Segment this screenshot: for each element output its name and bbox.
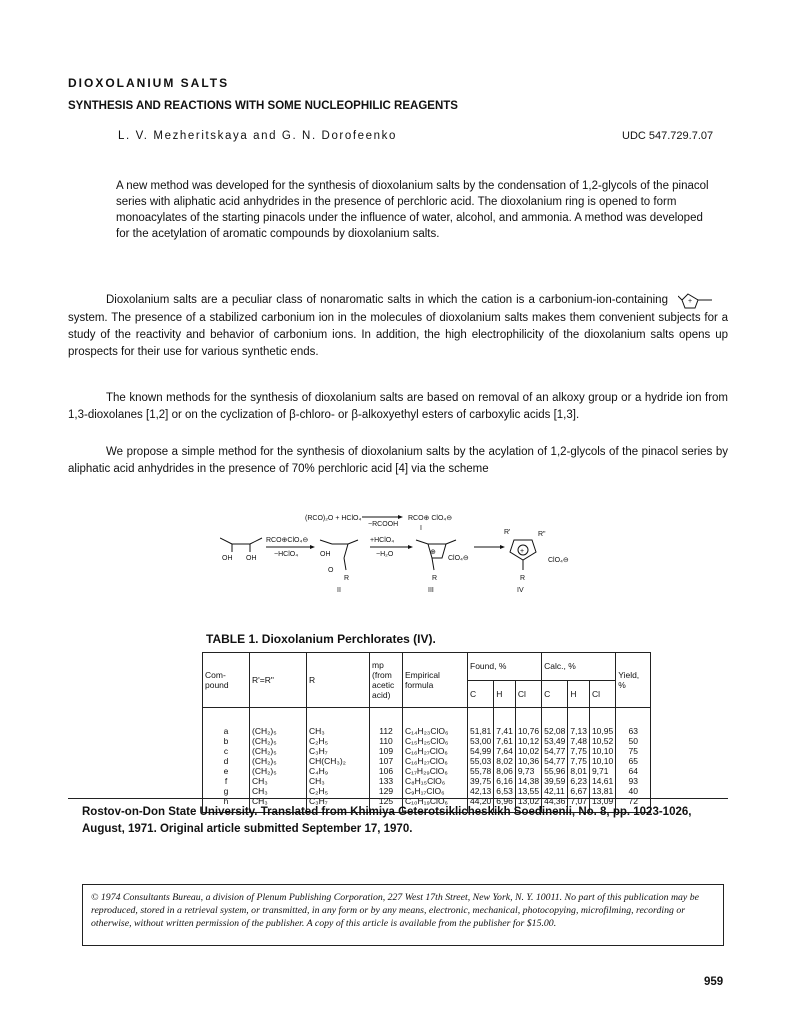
cell-id: c	[203, 746, 250, 756]
cell-rp: (CH₂)₅	[250, 746, 307, 756]
cell-r: C₃H₇	[307, 796, 370, 813]
scheme-label-iv: IV	[517, 587, 524, 594]
cell-ch: 7,75	[568, 756, 590, 766]
svg-text:OH: OH	[246, 555, 257, 562]
svg-text:+: +	[688, 298, 693, 305]
th-yield: Yield, %	[616, 653, 651, 708]
cell-mp: 110	[370, 736, 403, 746]
cell-cc: 54,77	[542, 756, 568, 766]
th-found-h: H	[494, 680, 516, 708]
cell-rp: (CH₂)₅	[250, 756, 307, 766]
table-row	[203, 766, 651, 776]
cell-fc: 39,75	[468, 776, 494, 786]
cell-formula: C₉H₁₇ClO₆	[403, 786, 468, 796]
cell-id: d	[203, 756, 250, 766]
cell-ccl: 10,10	[589, 756, 615, 766]
cell-cc: 52,08	[542, 708, 568, 737]
cell-fh: 6,96	[494, 796, 516, 813]
cell-yield: 93	[616, 776, 651, 786]
svg-text:OH: OH	[320, 551, 331, 558]
cell-fh: 8,06	[494, 766, 516, 776]
cell-fcl: 10,76	[515, 708, 541, 737]
svg-text:R': R'	[504, 529, 511, 536]
th-calc-cl: Cl	[589, 680, 615, 708]
cell-ch: 7,07	[568, 796, 590, 813]
cell-formula: C₁₀H₁₉ClO₆	[403, 796, 468, 813]
cell-fcl: 10,12	[515, 736, 541, 746]
th-mp: mp (from acetic acid)	[370, 653, 403, 708]
cell-yield: 75	[616, 746, 651, 756]
cell-r: C₃H₇	[307, 746, 370, 756]
cell-ccl: 13,09	[589, 796, 615, 813]
cell-formula: C₁₅H₂₅ClO₆	[403, 736, 468, 746]
cell-fcl: 10,36	[515, 756, 541, 766]
th-calc: Calc., %	[542, 653, 616, 681]
table-caption: TABLE 1. Dioxolanium Perchlorates (IV).	[206, 632, 436, 646]
paragraph-3-text: We propose a simple method for the synthesis of dioxolanium salts by the acylation of 1,2-glycols of the pinacol series by aliphatic acid anhydrides in the presence of 70% perchloric acid [4] via the scheme	[68, 446, 728, 475]
dioxolanium-ring-icon	[678, 290, 722, 310]
cell-cc: 54,77	[542, 746, 568, 756]
cell-formula: C₈H₁₅ClO₆	[403, 776, 468, 786]
perchlorates-table	[202, 652, 651, 813]
paragraph-1-part-b: system. The presence of a stabilized carbonium ion in the molecules of dioxolanium salts makes them convenient subjects for a study of the reactivity and behavior of carbonium ions. In addition, the high electrophilicity of the dioxolanium salts opens up prospects for their use for various synthetic ends.	[68, 312, 728, 358]
cell-fh: 8,02	[494, 756, 516, 766]
cell-rp: CH₃	[250, 776, 307, 786]
cell-mp: 106	[370, 766, 403, 776]
scheme-top-reactants: (RCO)₂O + HClO₄	[305, 515, 362, 522]
page-number: 959	[704, 976, 724, 988]
body-paragraph-2	[68, 390, 728, 424]
cell-r: C₂H₅	[307, 736, 370, 746]
scheme-top-arrow-label: −RCOOH	[368, 521, 399, 528]
cell-formula: C₁₇H₂₉ClO₆	[403, 766, 468, 776]
scheme-top-product: RCO⊕ ClO₄⊖	[408, 515, 453, 522]
cell-fh: 7,41	[494, 708, 516, 737]
cell-formula: C₁₆H₂₇ClO₆	[403, 756, 468, 766]
cell-fc: 44,20	[468, 796, 494, 813]
cell-ch: 6,67	[568, 786, 590, 796]
cell-yield: 50	[616, 736, 651, 746]
intermediate-structure	[416, 540, 469, 594]
cell-mp: 129	[370, 786, 403, 796]
cell-r: CH₃	[307, 776, 370, 786]
cell-mp: 133	[370, 776, 403, 786]
svg-text:R": R"	[538, 531, 546, 538]
cell-fh: 7,61	[494, 736, 516, 746]
cell-ccl: 9,71	[589, 766, 615, 776]
table-row	[203, 756, 651, 766]
body-paragraph-3	[68, 444, 728, 478]
cell-ccl: 13,81	[589, 786, 615, 796]
th-found: Found, %	[468, 653, 542, 681]
cell-id: h	[203, 796, 250, 813]
cell-yield: 40	[616, 786, 651, 796]
svg-text:R: R	[344, 575, 350, 582]
th-found-c: C	[468, 680, 494, 708]
cell-cc: 53,49	[542, 736, 568, 746]
scheme-step2-reagent: +HClO₄	[370, 537, 395, 544]
udc-code: UDC 547.729.7.07	[622, 130, 714, 142]
scheme-step1-byproduct: −HClO₄	[274, 551, 299, 558]
cell-ccl: 14,61	[589, 776, 615, 786]
table-row	[203, 776, 651, 786]
svg-text:ClO₄⊖: ClO₄⊖	[448, 555, 469, 562]
cell-fcl: 13,02	[515, 796, 541, 813]
cell-id: a	[203, 708, 250, 737]
footnote-divider	[68, 798, 728, 799]
cell-rp: (CH₂)₅	[250, 766, 307, 776]
cell-fc: 51,81	[468, 708, 494, 737]
cell-fc: 42,13	[468, 786, 494, 796]
cell-fcl: 14,38	[515, 776, 541, 786]
cell-rp: (CH₂)₅	[250, 736, 307, 746]
cell-fcl: 13,55	[515, 786, 541, 796]
cell-ccl: 10,10	[589, 746, 615, 756]
cell-id: b	[203, 736, 250, 746]
cell-id: g	[203, 786, 250, 796]
cell-fh: 6,53	[494, 786, 516, 796]
cell-fh: 6,16	[494, 776, 516, 786]
table-body	[203, 708, 651, 813]
scheme-step1-reagent: RCO⊕ClO₄⊖	[266, 537, 309, 544]
reaction-scheme	[220, 500, 600, 600]
scheme-label-i: I	[420, 525, 422, 532]
abstract: A new method was developed for the synthesis of dioxolanium salts by the condensation of 1,2-glycols of the pinacol series with aliphatic acid anhydrides in the presence of perchloric acid. The dioxolanium ring is opened to form monoacylates of the starting pinacols under the influence of water, alcohol, and ammonia. A method was developed for the acetylation of aromatic compounds by dioxolanium salts.	[116, 180, 709, 240]
cell-fh: 7,64	[494, 746, 516, 756]
cell-mp: 109	[370, 746, 403, 756]
th-r: R	[307, 653, 370, 708]
scheme-step2-byproduct: −H₂O	[376, 551, 394, 558]
cell-mp: 112	[370, 708, 403, 737]
cell-cc: 55,96	[542, 766, 568, 776]
cell-id: e	[203, 766, 250, 776]
svg-text:R: R	[432, 575, 438, 582]
scheme-label-iii: III	[428, 587, 434, 594]
svg-text:ClO₄⊖: ClO₄⊖	[548, 557, 569, 564]
cell-ch: 8,01	[568, 766, 590, 776]
cell-yield: 63	[616, 708, 651, 737]
th-compound: Com-pound	[203, 653, 250, 708]
cell-fcl: 10,02	[515, 746, 541, 756]
th-found-cl: Cl	[515, 680, 541, 708]
cell-r: C₄H₉	[307, 766, 370, 776]
pinacol-structure	[220, 538, 262, 562]
cell-ch: 7,48	[568, 736, 590, 746]
cell-formula: C₁₆H₂₇ClO₆	[403, 746, 468, 756]
svg-text:R: R	[520, 575, 526, 582]
cell-cc: 44,36	[542, 796, 568, 813]
cell-fc: 53,00	[468, 736, 494, 746]
cell-yield: 64	[616, 766, 651, 776]
cell-r: CH(CH₃)₂	[307, 756, 370, 766]
cell-mp: 125	[370, 796, 403, 813]
th-calc-c: C	[542, 680, 568, 708]
copyright-box: © 1974 Consultants Bureau, a division of Plenum Publishing Corporation, 227 West 17th Street, New York, N. Y. 10011. No part of this publication may be reproduced, stored in a retrieval system, or transmitted, in any form or by any means, electronic, mechanical, photocopying, microfilming, recording or otherwise, without written permission of the publisher. A copy of this article is available from the publisher for $15.00.	[82, 884, 724, 946]
cell-ch: 7,75	[568, 746, 590, 756]
scheme-label-ii: II	[337, 587, 341, 594]
cell-fcl: 9,73	[515, 766, 541, 776]
cell-mp: 107	[370, 756, 403, 766]
article-subtitle: SYNTHESIS AND REACTIONS WITH SOME NUCLEOPHILIC REAGENTS	[68, 100, 458, 112]
monoacylate-structure	[320, 540, 358, 594]
svg-text:OH: OH	[222, 555, 233, 562]
table-row	[203, 708, 651, 737]
body-paragraph-1	[68, 290, 728, 361]
cell-r: C₂H₅	[307, 786, 370, 796]
th-formula: Empirical formula	[403, 653, 468, 708]
table-row	[203, 786, 651, 796]
cell-fc: 55,03	[468, 756, 494, 766]
svg-text:⊕: ⊕	[430, 549, 436, 556]
dioxolanium-salt-structure	[504, 529, 569, 594]
authors: L. V. Mezheritskaya and G. N. Dorofeenko	[118, 130, 397, 142]
cell-ccl: 10,95	[589, 708, 615, 737]
cell-ccl: 10,52	[589, 736, 615, 746]
cell-id: f	[203, 776, 250, 786]
th-r-prime: R'=R"	[250, 653, 307, 708]
article-title: DIOXOLANIUM SALTS	[68, 76, 230, 90]
cell-yield: 72	[616, 796, 651, 813]
cell-ch: 6,23	[568, 776, 590, 786]
cell-formula: C₁₄H₂₃ClO₆	[403, 708, 468, 737]
cell-rp: CH₃	[250, 796, 307, 813]
cell-cc: 42,11	[542, 786, 568, 796]
cell-yield: 65	[616, 756, 651, 766]
svg-text:+: +	[520, 548, 525, 555]
cell-ch: 7,13	[568, 708, 590, 737]
table-row	[203, 736, 651, 746]
cell-r: CH₃	[307, 708, 370, 737]
cell-fc: 54,99	[468, 746, 494, 756]
paragraph-2-text: The known methods for the synthesis of dioxolanium salts are based on removal of an alkoxy group or a hydride ion from 1,3-dioxolanes [1,2] or on the cyclization of β-chloro- or β-alkoxyethyl esters of carboxylic acids [1,3].	[68, 392, 728, 421]
cell-cc: 39,59	[542, 776, 568, 786]
footnote: Rostov-on-Don State University. Translated from Khimiya Geterotsiklicheskikh Soedinenii, No. 8, pp. 1023-1026, August, 1971. Original article submitted September 17, 1970.	[82, 806, 692, 835]
paragraph-1-part-a: Dioxolanium salts are a peculiar class of nonaromatic salts in which the cation is a carbonium-ion-containing	[106, 294, 668, 307]
svg-text:O: O	[328, 567, 334, 574]
cell-rp: (CH₂)₅	[250, 708, 307, 737]
cell-fc: 55,78	[468, 766, 494, 776]
th-calc-h: H	[568, 680, 590, 708]
cell-rp: CH₃	[250, 786, 307, 796]
table-row	[203, 746, 651, 756]
